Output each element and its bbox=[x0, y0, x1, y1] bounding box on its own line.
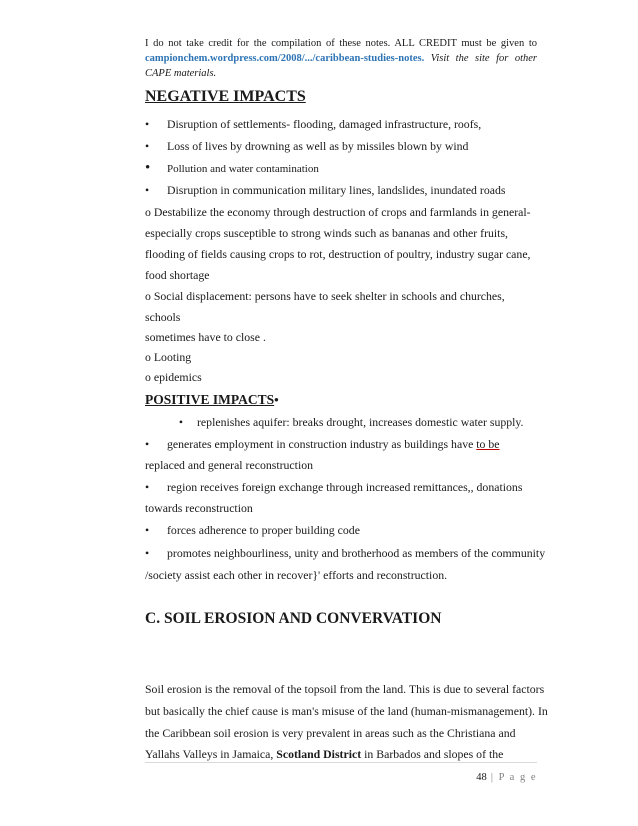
soil-paragraph-line-4: Yallahs Valleys in Jamaica, Scotland District in Barbados and slopes of the bbox=[145, 747, 504, 761]
positive-item-3-cont: towards reconstruction bbox=[145, 501, 253, 515]
page-word: P a g e bbox=[498, 772, 537, 783]
positive-impacts-heading: POSITIVE IMPACTS• bbox=[145, 392, 279, 407]
credit-link[interactable]: campionchem.wordpress.com/2008/.../caribbean-studies-notes. bbox=[145, 53, 425, 64]
credit-text: I do not take credit for the compilation of these notes. ALL CREDIT must be given to bbox=[145, 38, 537, 49]
displacement-line-3: sometimes have to close . bbox=[145, 330, 266, 344]
epidemics-line: o epidemics bbox=[145, 370, 202, 384]
bullet-icon: • bbox=[145, 480, 150, 494]
soil-paragraph-line-3: the Caribbean soil erosion is very prevalent in areas such as the Christiana and bbox=[145, 726, 516, 740]
bullet-icon: • bbox=[145, 139, 150, 153]
destabilize-line-1: o Destabilize the economy through destruction of crops and farmlands in general- bbox=[145, 205, 531, 219]
bullet-icon: • bbox=[145, 546, 150, 560]
bullet-icon: • bbox=[274, 392, 279, 407]
footer-separator: | bbox=[486, 772, 499, 783]
negative-impacts-heading: NEGATIVE IMPACTS bbox=[145, 88, 306, 105]
soil-erosion-heading: C. SOIL EROSION AND CONVERVATION bbox=[145, 610, 442, 627]
visit-site-text: Visit the site for other CAPE materials. bbox=[145, 53, 537, 79]
positive-item-2: • generates employment in construction industry as buildings have to be bbox=[145, 437, 500, 451]
positive-item-1: • replenishes aquifer: breaks drought, increases domestic water supply. bbox=[145, 415, 524, 430]
negative-bullet-4: • Disruption in communication military lines, landslides, inundated roads bbox=[145, 183, 506, 197]
page-footer bbox=[145, 772, 537, 783]
negative-bullet-1: • Disruption of settlements- flooding, damaged infrastructure, roofs, bbox=[145, 117, 482, 131]
positive-item-5: • promotes neighbourliness, unity and brotherhood as members of the community bbox=[145, 546, 546, 560]
soil-paragraph-line-1: Soil erosion is the removal of the topsoil from the land. This is due to several factors bbox=[145, 682, 545, 696]
positive-item-4: • forces adherence to proper building code bbox=[145, 523, 360, 537]
bullet-icon: • bbox=[145, 160, 151, 176]
bullet-icon: • bbox=[145, 183, 150, 197]
bullet-icon: • bbox=[145, 117, 150, 131]
bullet-icon: • bbox=[145, 437, 150, 451]
positive-item-5-cont: /society assist each other in recover}' efforts and reconstruction. bbox=[145, 568, 448, 582]
displacement-line-1: o Social displacement: persons have to seek shelter in schools and churches, bbox=[145, 289, 505, 303]
positive-item-3: • region receives foreign exchange through increased remittances,, donations bbox=[145, 480, 523, 494]
soil-paragraph-line-2: but basically the chief cause is man's misuse of the land (human-mismanagement). In bbox=[145, 704, 548, 718]
displacement-line-2: schools bbox=[145, 310, 181, 324]
bullet-icon: • bbox=[178, 415, 183, 429]
negative-bullet-2: • Loss of lives by drowning as well as by missiles blown by wind bbox=[145, 139, 469, 153]
looting-line: o Looting bbox=[145, 350, 192, 364]
credit-notice bbox=[145, 36, 537, 81]
bullet-icon: • bbox=[145, 523, 150, 537]
destabilize-line-2: especially crops susceptible to strong winds such as bananas and other fruits, bbox=[145, 226, 508, 240]
destabilize-line-4: food shortage bbox=[145, 268, 210, 282]
positive-item-2-cont: replaced and general reconstruction bbox=[145, 458, 314, 472]
destabilize-line-3: flooding of fields causing crops to rot, destruction of poultry, industry sugar cane, bbox=[145, 247, 531, 261]
page-number: 48 bbox=[476, 772, 487, 783]
negative-bullet-3: • Pollution and water contamination bbox=[145, 160, 319, 176]
footer-divider bbox=[145, 762, 537, 763]
